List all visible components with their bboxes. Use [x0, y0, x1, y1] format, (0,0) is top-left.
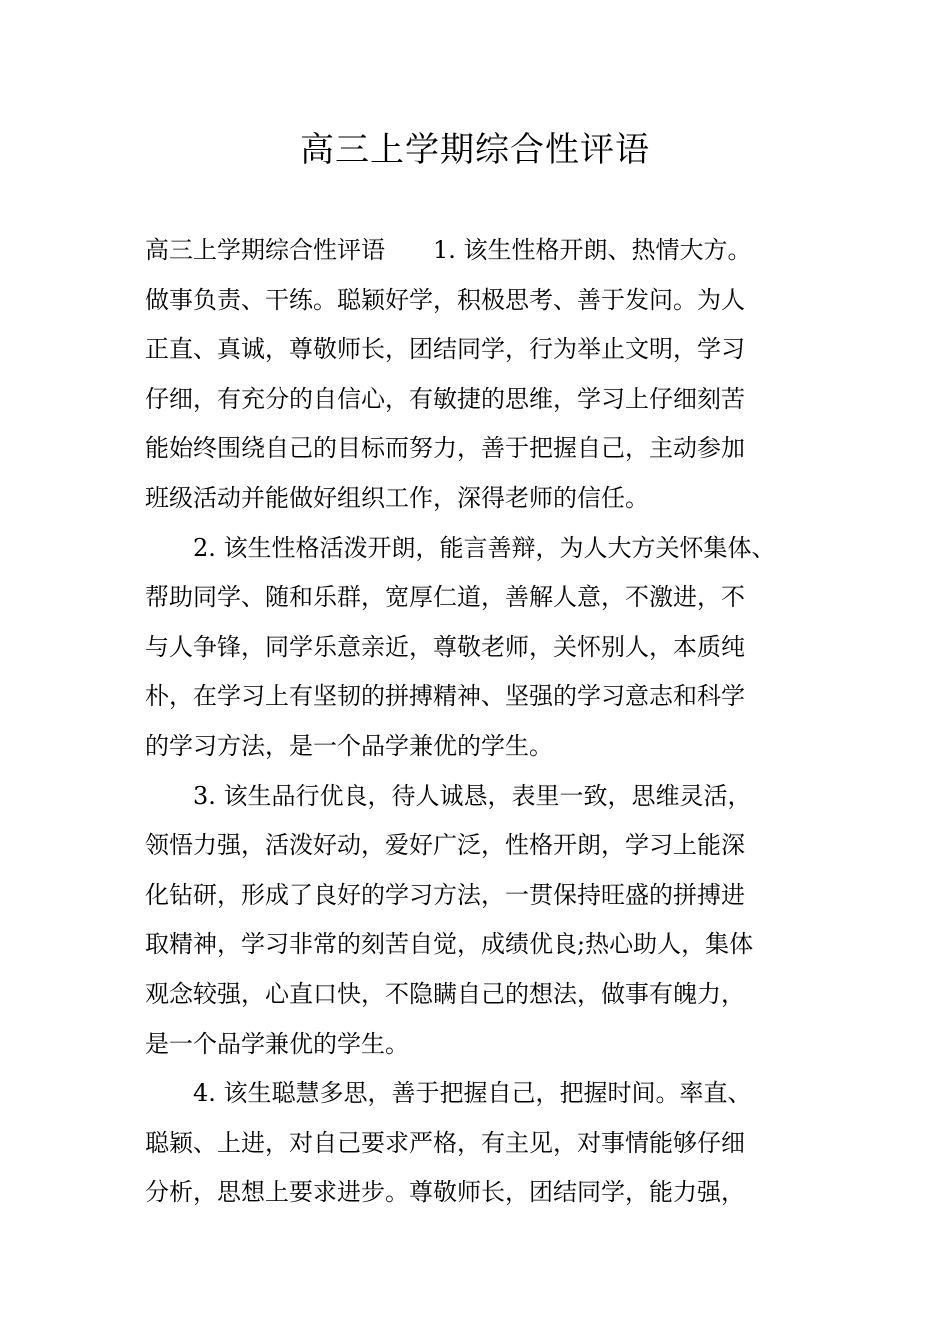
text-line: 做事负责、干练。聪颖好学，积极思考、善于发问。为人 — [145, 285, 745, 314]
text-line: 取精神，学习非常的刻苦自觉，成绩优良;热心助人，集体 — [145, 930, 754, 959]
text-line: 班级活动并能做好组织工作，深得老师的信任。 — [145, 483, 649, 512]
text-line: 观念较强，心直口快，不隐瞒自己的想法，做事有魄力， — [145, 979, 745, 1008]
text-line: 帮助同学、随和乐群，宽厚仁道，善解人意，不激进，不 — [145, 583, 745, 612]
text-line: 正直、真诚，尊敬师长，团结同学，行为举止文明，学习 — [145, 335, 745, 364]
text-line: 4. 该生聪慧多思，善于把握自己，把握时间。率直、 — [193, 1079, 752, 1108]
text-line: 化钻研，形成了良好的学习方法，一贯保持旺盛的拼搏进 — [145, 880, 745, 909]
text-line: 高三上学期综合性评语 1. 该生性格开朗、热情大方。 — [145, 236, 752, 264]
text-line: 仔细，有充分的自信心，有敏捷的思维，学习上仔细刻苦 — [145, 384, 745, 413]
text-line: 分析，思想上要求进步。尊敬师长，团结同学，能力强， — [145, 1178, 745, 1207]
text-line: 2. 该生性格活泼开朗，能言善辩，为人大方关怀集体、 — [193, 533, 776, 562]
text-line: 是一个品学兼优的学生。 — [145, 1029, 409, 1058]
text-line: 能始终围绕自己的目标而努力，善于把握自己，主动参加 — [145, 434, 745, 463]
text-line: 聪颖、上进，对自己要求严格，有主见，对事情能够仔细 — [145, 1128, 745, 1157]
text-line: 朴，在学习上有坚韧的拼搏精神、坚强的学习意志和科学 — [145, 682, 745, 711]
page-title: 高三上学期综合性评语 — [300, 130, 650, 170]
text-line: 3. 该生品行优良，待人诚恳，表里一致，思维灵活， — [193, 781, 752, 810]
text-line: 与人争锋，同学乐意亲近，尊敬老师，关怀别人，本质纯 — [145, 632, 745, 661]
text-line: 领悟力强，活泼好动，爱好广泛，性格开朗，学习上能深 — [145, 831, 745, 860]
text-line: 的学习方法，是一个品学兼优的学生。 — [145, 731, 553, 760]
document-body — [145, 226, 833, 1218]
